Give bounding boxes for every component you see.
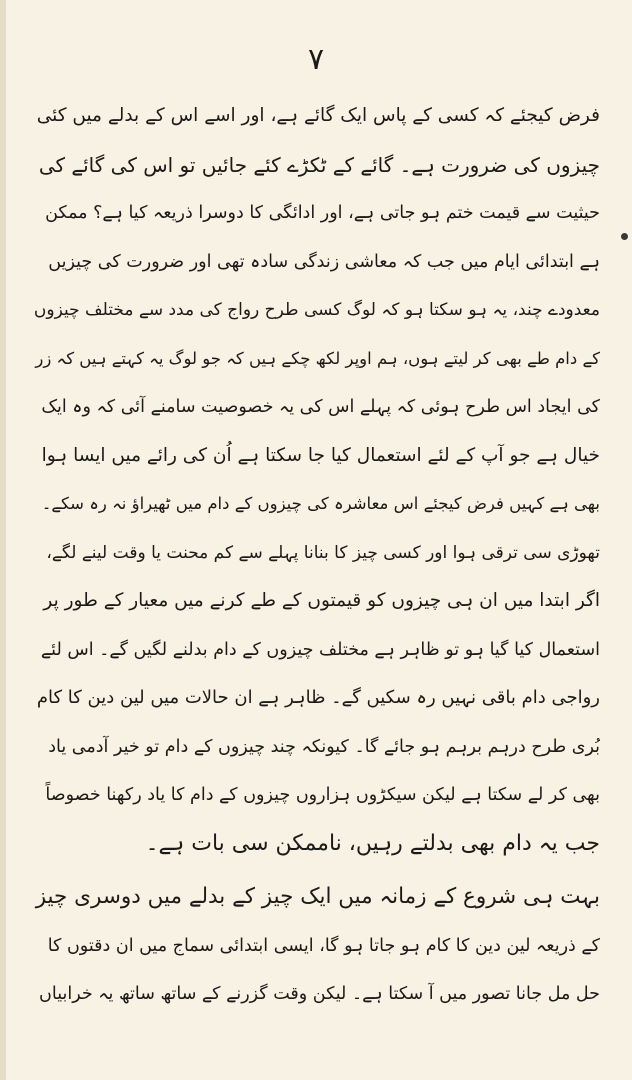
- text-line: بھی ہے کہیں فرض کیجئے اس معاشرہ کی چیزوں کے دام میں ٹھیراؤ نہ رہ سکے۔: [41, 494, 600, 513]
- text-line: حیثیت سے قیمت ختم ہو جاتی ہے، اور ادائگی کا دوسرا ذریعہ کیا ہے؟ ممکن: [45, 203, 600, 223]
- page-number: ۷: [307, 42, 325, 77]
- text-line: چیزوں کی ضرورت ہے۔ گائے کے ٹکڑے کئے جائیں تو اس کی گائے کی: [38, 152, 600, 177]
- text-line: کی ایجاد اس طرح ہوئی کہ پہلے اس کی یہ خصوصیت سامنے آئی کہ وہ ایک: [41, 397, 600, 417]
- margin-mark: [621, 233, 628, 240]
- text-line: حل مل جانا تصور میں آ سکتا ہے۔ لیکن وقت گزرنے کے ساتھ ساتھ یہ خرابیاں: [39, 984, 600, 1004]
- text-line: اگر ابتدا میں ان ہی چیزوں کو قیمتوں کے طے کرنے میں معیار کے طور پر: [43, 590, 600, 611]
- page-binding-edge: [0, 0, 6, 1080]
- page-body-text: [34, 92, 600, 1019]
- text-line: کے ذریعہ لین دین کا کام ہو جاتا ہو گا، ایسی ابتدائی سماج میں ان دقتوں کا: [47, 935, 600, 956]
- text-line: رواجی دام باقی نہیں رہ سکیں گے۔ ظاہر ہے ان حالات میں لین دین کا کام: [36, 687, 600, 708]
- text-line: فرض کیجئے کہ کسی کے پاس ایک گائے ہے، اور اسے اس کے بدلے میں کئی: [36, 105, 600, 126]
- text-line: خیال ہے جو آپ کے لئے استعمال کیا جا سکتا ہے اُن کی رائے میں ایسا ہوا: [41, 444, 600, 466]
- text-line: استعمال کیا گیا ہو تو ظاہر ہے مختلف چیزوں کے دام بدلنے لگیں گے۔ اس لئے: [40, 639, 600, 660]
- text-line: ہے ابتدائی ایام میں جب کہ معاشی زندگی سادہ تھی اور ضرورت کی چیزیں: [48, 251, 600, 272]
- text-line: بُری طرح درہم برہم ہو جائے گا۔ کیونکہ چند چیزوں کے دام تو خیر آدمی یاد: [48, 736, 600, 757]
- text-line: تھوڑی سی ترقی ہوا اور کسی چیز کا بنانا پہلے سے کم محنت یا وقت لینے لگے،: [46, 542, 600, 563]
- text-line: کے دام طے بھی کر لیتے ہوں، ہم اوپر لکھ چکے ہیں کہ جو لوگ یہ کہتے ہیں کہ زر: [35, 348, 600, 368]
- text-line: بہت ہی شروع کے زمانہ میں ایک چیز کے بدلے میں دوسری چیز: [35, 884, 600, 909]
- text-line: بھی کر لے سکتا ہے لیکن سیکڑوں ہزاروں چیزوں کے دام کا یاد رکھنا خصوصاً: [45, 785, 600, 805]
- text-line: معدودے چند، یہ ہو سکتا ہو کہ لوگ کسی طرح رواج کی مدد سے مختلف چیزوں: [34, 300, 600, 320]
- text-line: جب یہ دام بھی بدلتے رہیں، ناممکن سی بات ہے۔: [145, 830, 600, 856]
